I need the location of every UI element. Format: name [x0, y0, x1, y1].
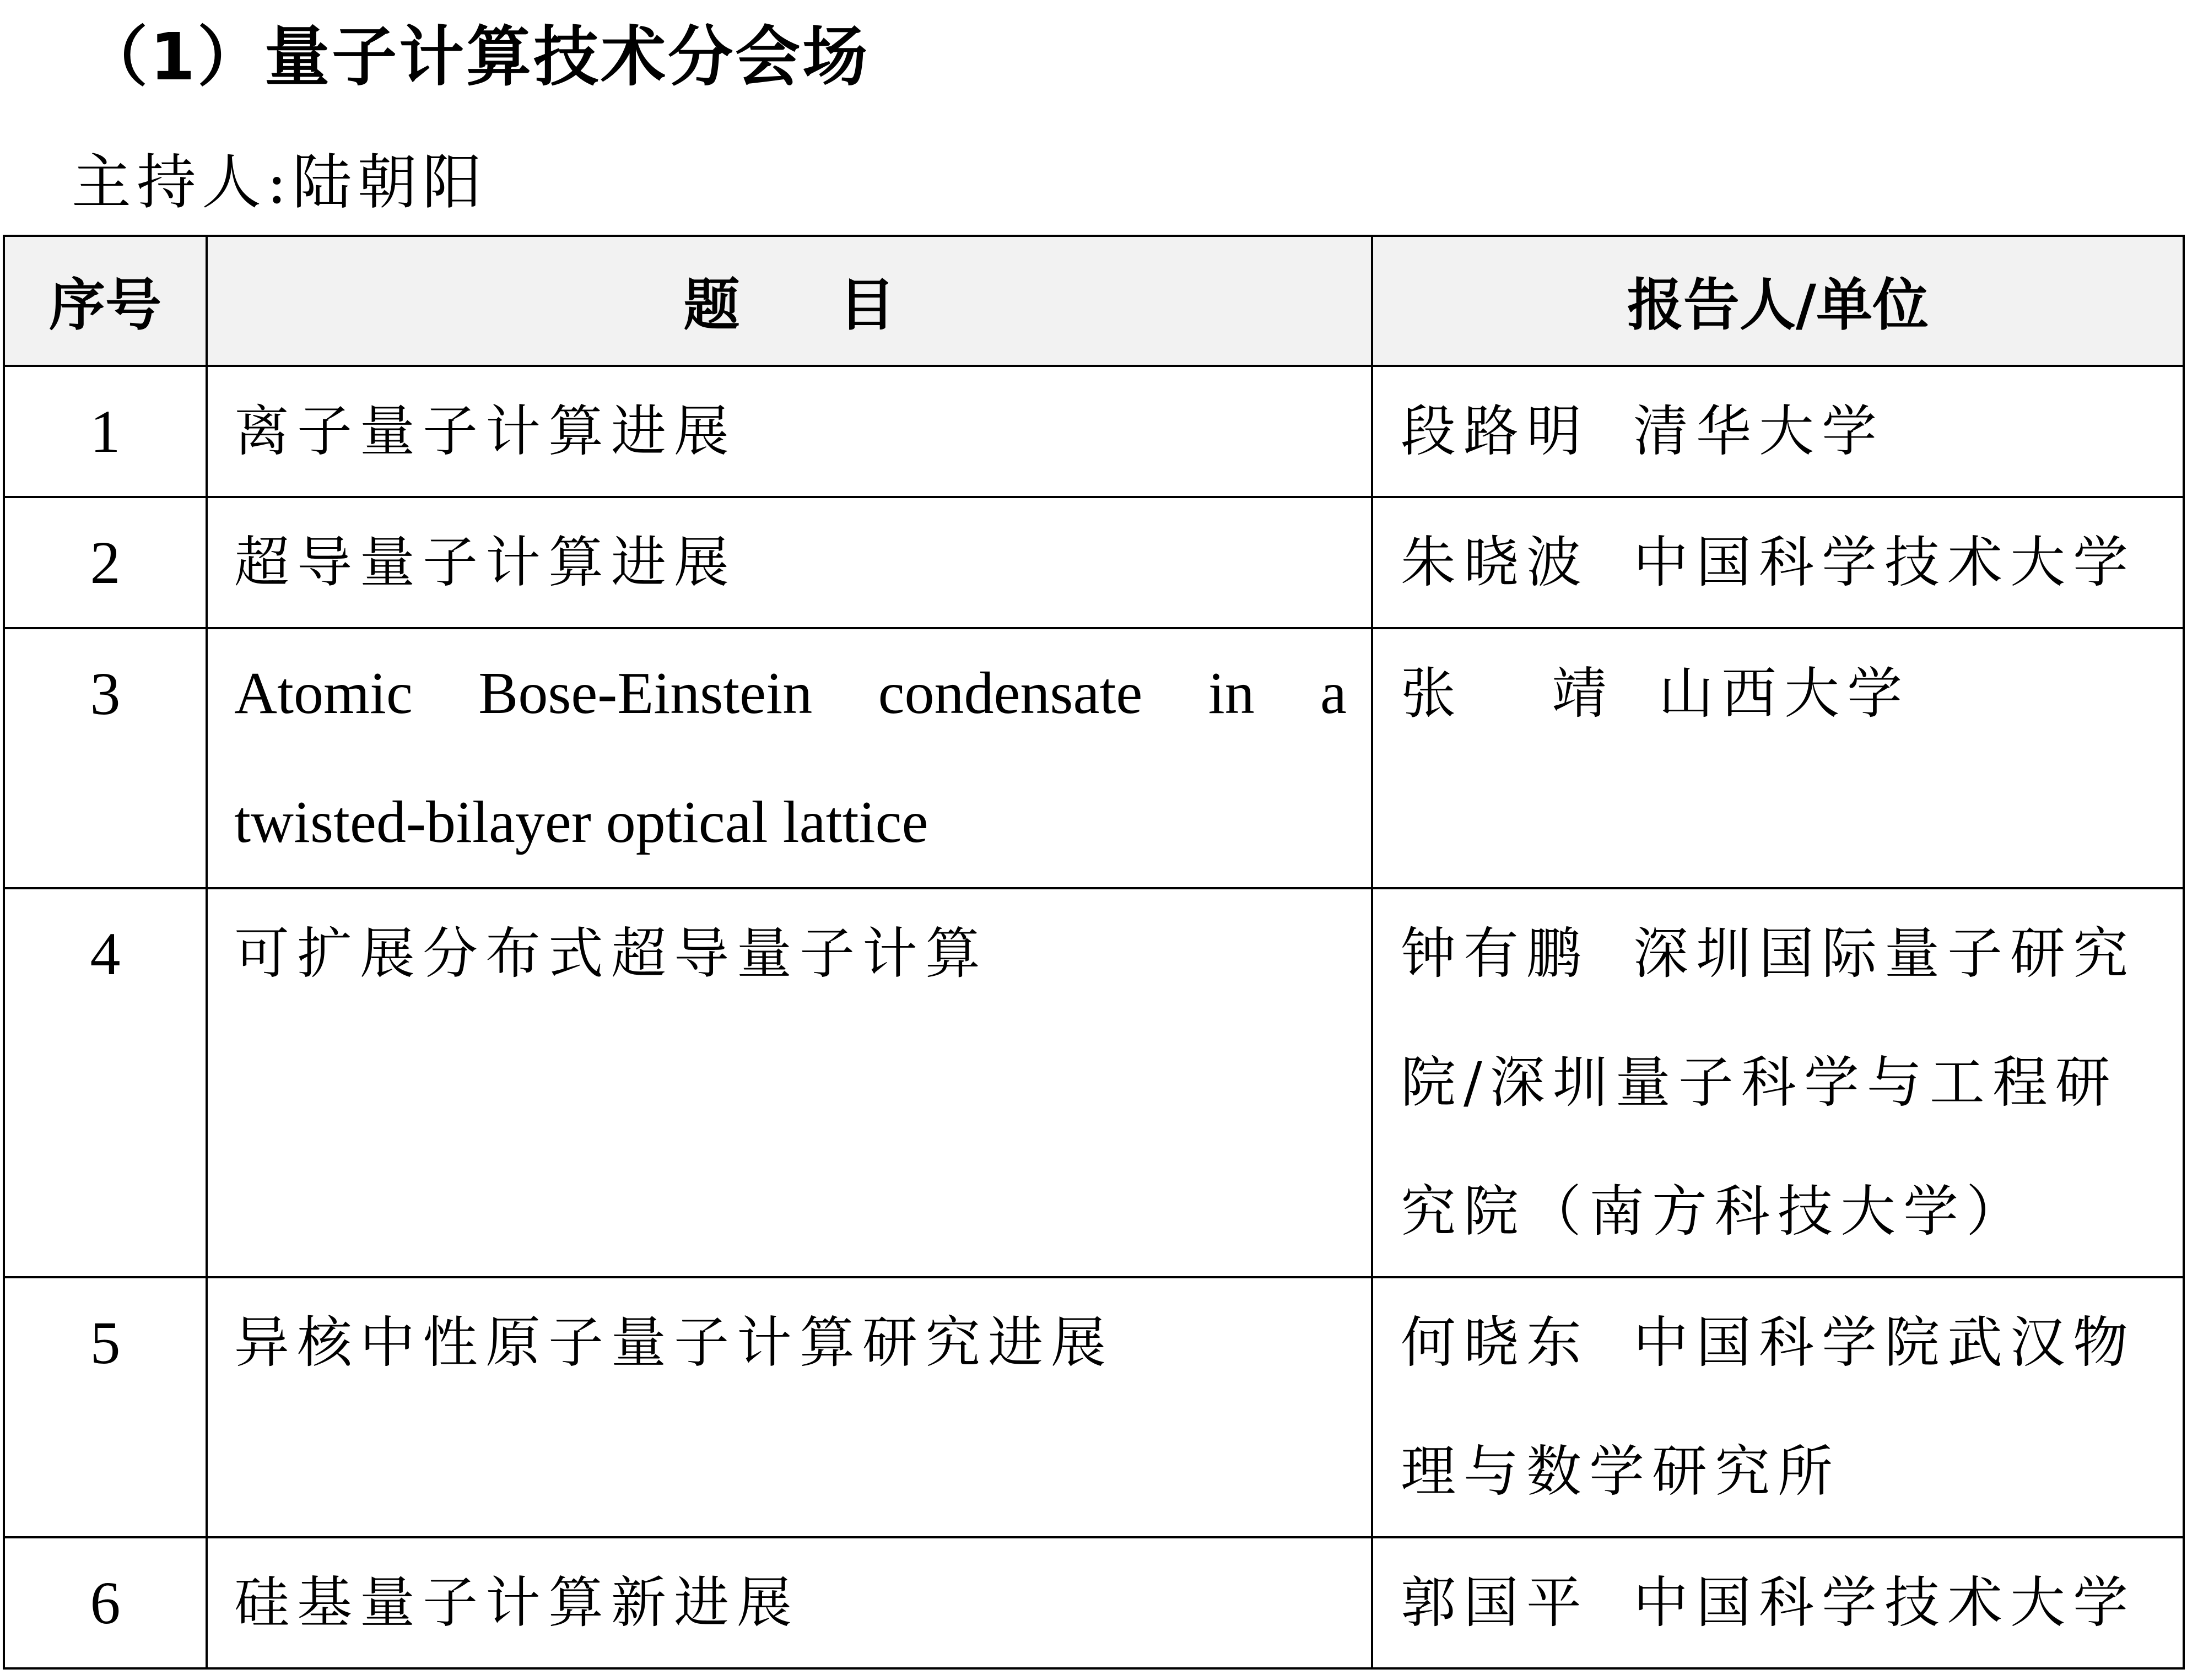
row-index: 6	[90, 1569, 121, 1636]
speaker-name: 朱晓波	[1401, 530, 1589, 595]
host-label: 主持人:	[72, 148, 293, 217]
row-index-cell	[4, 497, 207, 628]
row-title-cell	[207, 1277, 1372, 1537]
speaker-affiliation: 山西大学	[1659, 661, 1910, 726]
row-title: 离子量子计算进展	[234, 399, 737, 463]
speaker-affiliation: 中国科学技术大学	[1633, 1570, 2136, 1635]
row-title: 超导量子计算进展	[234, 530, 737, 595]
speaker-affiliation: 中国科学院武汉物	[1633, 1310, 2136, 1375]
speaker-name: 段路明	[1401, 399, 1589, 463]
speaker-affiliation-cont: 理与数学研究所	[1401, 1439, 1840, 1504]
speaker-affiliation: 中国科学技术大学	[1633, 530, 2136, 595]
speaker-name: 钟有鹏	[1401, 921, 1589, 986]
row-title-cell	[207, 888, 1372, 1277]
table-row	[4, 628, 2184, 888]
speaker-affiliation: 深圳国际量子研究	[1633, 921, 2136, 986]
row-title-line-2: twisted-bilayer optical lattice	[234, 790, 928, 855]
table-row	[4, 366, 2184, 497]
speaker-name: 郭国平	[1401, 1570, 1589, 1635]
row-speaker-cell	[1372, 366, 2184, 497]
speaker-affiliation-cont: 究院（南方科技大学）	[1401, 1179, 2029, 1244]
row-title-cell	[207, 1537, 1372, 1668]
header-speaker: 报告人/单位	[1372, 236, 2184, 366]
row-index: 1	[90, 398, 121, 465]
row-title-cell	[207, 366, 1372, 497]
row-speaker-cell	[1372, 628, 2184, 888]
row-title-line-1: Atomic Bose-Einstein condensate in a	[234, 661, 1347, 726]
row-index: 4	[90, 920, 121, 987]
row-title: 异核中性原子量子计算研究进展	[234, 1310, 1114, 1375]
header-title: 题目	[207, 236, 1372, 366]
table-row	[4, 497, 2184, 628]
section-title: （1）量子计算技术分会场	[83, 19, 870, 95]
table-row	[4, 888, 2184, 1277]
row-speaker-cell	[1372, 497, 2184, 628]
speaker-affiliation: 清华大学	[1633, 399, 1884, 463]
schedule-table	[3, 235, 2185, 1670]
row-index-cell	[4, 1537, 207, 1668]
row-index-cell	[4, 888, 207, 1277]
row-title-cell	[207, 497, 1372, 628]
row-speaker-cell	[1372, 1277, 2184, 1537]
row-speaker-cell	[1372, 1537, 2184, 1668]
row-speaker-cell	[1372, 888, 2184, 1277]
row-index-cell	[4, 1277, 207, 1537]
row-index: 5	[90, 1309, 121, 1376]
host-line	[72, 144, 487, 222]
row-index: 2	[90, 529, 121, 596]
table-row	[4, 1277, 2184, 1537]
row-index-cell	[4, 366, 207, 497]
header-index: 序号	[4, 236, 207, 366]
row-title-cell	[207, 628, 1372, 888]
row-title: 硅基量子计算新进展	[234, 1570, 800, 1635]
row-index-cell	[4, 628, 207, 888]
row-index: 3	[90, 660, 121, 727]
speaker-name: 张 靖	[1401, 661, 1614, 726]
row-title: 可扩展分布式超导量子计算	[234, 921, 988, 986]
speaker-affiliation-cont: 院/深圳量子科学与工程研	[1401, 1050, 2118, 1115]
speaker-name: 何晓东	[1401, 1310, 1589, 1375]
table-row	[4, 1537, 2184, 1668]
host-name: 陆朝阳	[292, 148, 488, 217]
table-header-row	[4, 236, 2184, 366]
